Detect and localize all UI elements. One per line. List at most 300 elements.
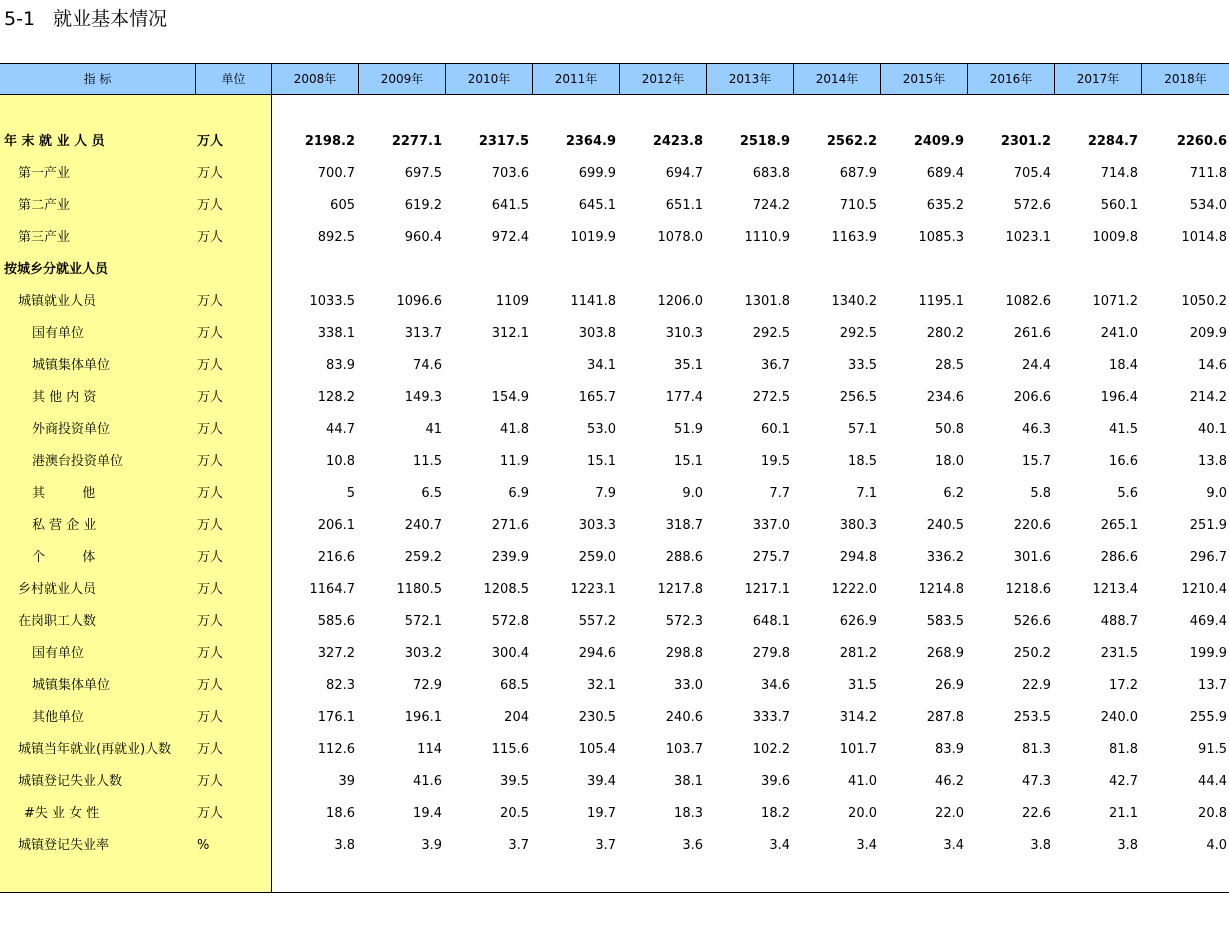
table-row: [0, 830, 1229, 862]
table-cell: 102.2: [752, 742, 790, 757]
table-row: [0, 702, 1229, 734]
table-cell: [1058, 254, 1138, 286]
table-cell: [536, 254, 616, 286]
row-label: 城镇当年就业(再就业)人数: [18, 742, 172, 757]
row-unit: 万人: [197, 422, 224, 437]
table-cell: 313.7: [404, 326, 442, 341]
table-cell: 294.8: [839, 550, 877, 565]
header-year: 2012年: [619, 64, 706, 94]
table-cell: 72.9: [413, 678, 442, 693]
row-unit: 万人: [197, 390, 224, 405]
table-cell: 275.7: [752, 550, 790, 565]
row-unit: 万人: [197, 614, 224, 629]
table-cell: 281.2: [839, 646, 877, 661]
table-cell: 714.8: [1100, 166, 1138, 181]
table-header: [0, 63, 1229, 95]
table-cell: 38.1: [674, 774, 703, 789]
table-cell: 1217.1: [744, 582, 790, 597]
row-unit: 万人: [197, 710, 224, 725]
table-cell: 15.7: [1022, 454, 1051, 469]
table-cell: 13.7: [1198, 678, 1227, 693]
table-cell: 1210.4: [1181, 582, 1227, 597]
table-cell: 33.0: [674, 678, 703, 693]
table-cell: 128.2: [317, 390, 355, 405]
table-cell: 3.8: [1117, 838, 1138, 853]
table-cell: 711.8: [1189, 166, 1227, 181]
table-cell: 20.5: [500, 806, 529, 821]
table-cell: 214.2: [1189, 390, 1227, 405]
table-cell: 18.3: [674, 806, 703, 821]
table-cell: 4.0: [1206, 838, 1227, 853]
header-year: 2009年: [358, 64, 445, 94]
table-cell: 1110.9: [744, 230, 790, 245]
table-cell: 259.0: [578, 550, 616, 565]
table-cell: 380.3: [839, 518, 877, 533]
table-cell: 488.7: [1100, 614, 1138, 629]
table-cell: 204: [504, 710, 529, 725]
table-cell: 209.9: [1189, 326, 1227, 341]
row-label: 第一产业: [18, 166, 71, 181]
table-cell: 41.0: [848, 774, 877, 789]
table-cell: 318.7: [665, 518, 703, 533]
table-cell: 241.0: [1100, 326, 1138, 341]
table-cell: 724.2: [752, 198, 790, 213]
table-cell: 240.0: [1100, 710, 1138, 725]
row-unit: 万人: [197, 326, 224, 341]
table-cell: 22.6: [1022, 806, 1051, 821]
row-label: 港澳台投资单位: [32, 454, 124, 469]
table-row: [0, 734, 1229, 766]
table-cell: 336.2: [926, 550, 964, 565]
table-cell: 105.4: [578, 742, 616, 757]
row-label: 私 营 企 业: [32, 518, 97, 533]
table-cell: 1195.1: [918, 294, 964, 309]
row-label: 城镇集体单位: [32, 358, 111, 373]
table-cell: 115.6: [491, 742, 529, 757]
table-cell: 35.1: [674, 358, 703, 373]
table-cell: 3.8: [334, 838, 355, 853]
table-cell: 301.6: [1013, 550, 1051, 565]
table-cell: 6.9: [508, 486, 529, 501]
row-label: 城镇就业人员: [18, 294, 97, 309]
table-cell: 60.1: [761, 422, 790, 437]
table-cell: 165.7: [578, 390, 616, 405]
table-cell: 199.9: [1189, 646, 1227, 661]
row-unit: 万人: [197, 198, 224, 213]
table-cell: 17.2: [1109, 678, 1138, 693]
row-label: #失 业 女 性: [24, 806, 100, 821]
table-cell: 700.7: [317, 166, 355, 181]
table-cell: 259.2: [404, 550, 442, 565]
table-cell: 2301.2: [1000, 134, 1051, 149]
table-cell: 272.5: [752, 390, 790, 405]
table-cell: 1180.5: [396, 582, 442, 597]
table-cell: 41: [425, 422, 442, 437]
table-cell: 310.3: [665, 326, 703, 341]
table-cell: 20.8: [1198, 806, 1227, 821]
table-row: [0, 542, 1229, 574]
table-cell: 572.6: [1013, 198, 1051, 213]
table-cell: 51.9: [674, 422, 703, 437]
table-cell: 1222.0: [831, 582, 877, 597]
table-row: [0, 222, 1229, 254]
table-row: [0, 350, 1229, 382]
table-cell: 583.5: [926, 614, 964, 629]
table-cell: 2423.8: [652, 134, 703, 149]
table-cell: [710, 254, 790, 286]
table-cell: 303.3: [578, 518, 616, 533]
table-cell: 46.3: [1022, 422, 1051, 437]
table-row: [0, 510, 1229, 542]
row-label: 其他单位: [32, 710, 85, 725]
table-cell: 231.5: [1100, 646, 1138, 661]
table-cell: 687.9: [839, 166, 877, 181]
row-unit: 万人: [197, 454, 224, 469]
row-unit: 万人: [197, 230, 224, 245]
table-cell: 2284.7: [1087, 134, 1138, 149]
table-cell: 234.6: [926, 390, 964, 405]
table-row: [0, 158, 1229, 190]
header-year: 2016年: [967, 64, 1054, 94]
table-cell: 303.2: [404, 646, 442, 661]
table-cell: 240.7: [404, 518, 442, 533]
table-cell: 22.9: [1022, 678, 1051, 693]
table-cell: 83.9: [935, 742, 964, 757]
table-cell: 268.9: [926, 646, 964, 661]
table-cell: 1071.2: [1092, 294, 1138, 309]
table-cell: 892.5: [317, 230, 355, 245]
header-year: 2018年: [1141, 64, 1229, 94]
table-cell: 3.6: [682, 838, 703, 853]
table-cell: 177.4: [665, 390, 703, 405]
table-cell: 216.6: [317, 550, 355, 565]
row-label: 其 他 内 资: [32, 390, 97, 405]
table-cell: 699.9: [578, 166, 616, 181]
table-cell: 239.9: [491, 550, 529, 565]
table-cell: 280.2: [926, 326, 964, 341]
table-cell: 13.8: [1198, 454, 1227, 469]
row-label: 国有单位: [32, 326, 85, 341]
table-cell: 2260.6: [1176, 134, 1227, 149]
table-cell: 101.7: [839, 742, 877, 757]
table-cell: 557.2: [578, 614, 616, 629]
table-cell: [623, 254, 703, 286]
table-cell: 42.7: [1109, 774, 1138, 789]
table-cell: 154.9: [491, 390, 529, 405]
table-cell: 14.6: [1198, 358, 1227, 373]
table-cell: 292.5: [839, 326, 877, 341]
table-cell: 1223.1: [570, 582, 616, 597]
row-label: 外商投资单位: [32, 422, 111, 437]
table-cell: 15.1: [587, 454, 616, 469]
table-cell: [449, 350, 529, 382]
table-cell: 46.2: [935, 774, 964, 789]
table-cell: [449, 254, 529, 286]
table-row: [0, 286, 1229, 318]
row-label: 乡村就业人员: [18, 582, 97, 597]
table-cell: 300.4: [491, 646, 529, 661]
row-label: 按城乡分就业人员: [4, 262, 109, 277]
table-cell: 256.5: [839, 390, 877, 405]
table-cell: 626.9: [839, 614, 877, 629]
table-cell: 1217.8: [657, 582, 703, 597]
row-unit: 万人: [197, 774, 224, 789]
table-cell: 2562.2: [826, 134, 877, 149]
table-cell: 240.5: [926, 518, 964, 533]
row-label: 城镇集体单位: [32, 678, 111, 693]
table-cell: 1164.7: [309, 582, 355, 597]
table-cell: 296.7: [1189, 550, 1227, 565]
table-cell: 292.5: [752, 326, 790, 341]
row-unit: 万人: [197, 486, 224, 501]
table-cell: 1301.8: [744, 294, 790, 309]
table-cell: 1163.9: [831, 230, 877, 245]
table-cell: 2317.5: [478, 134, 529, 149]
row-unit: 万人: [197, 134, 224, 149]
table-cell: 7.9: [595, 486, 616, 501]
table-cell: [797, 254, 877, 286]
table-cell: 11.9: [500, 454, 529, 469]
table-cell: 6.5: [421, 486, 442, 501]
table-cell: 585.6: [317, 614, 355, 629]
table-cell: 28.5: [935, 358, 964, 373]
table-cell: 149.3: [404, 390, 442, 405]
table-cell: 26.9: [935, 678, 964, 693]
table-cell: 10.8: [326, 454, 355, 469]
table-cell: 112.6: [317, 742, 355, 757]
table-cell: 710.5: [839, 198, 877, 213]
row-unit: %: [197, 838, 210, 853]
table-row: [0, 126, 1229, 158]
table-cell: 19.7: [587, 806, 616, 821]
table-cell: 5.8: [1030, 486, 1051, 501]
row-unit: 万人: [197, 806, 224, 821]
table-cell: 19.4: [413, 806, 442, 821]
table-cell: 39.6: [761, 774, 790, 789]
table-cell: 255.9: [1189, 710, 1227, 725]
table-row: [0, 254, 1229, 286]
table-cell: 1082.6: [1005, 294, 1051, 309]
table-cell: 18.6: [326, 806, 355, 821]
header-indicator: 指 标: [83, 72, 112, 86]
table-row: [0, 638, 1229, 670]
table-cell: 82.3: [326, 678, 355, 693]
table-cell: 1096.6: [396, 294, 442, 309]
table-cell: 2198.2: [304, 134, 355, 149]
table-cell: 298.8: [665, 646, 703, 661]
table-cell: 41.6: [413, 774, 442, 789]
table-cell: 18.0: [935, 454, 964, 469]
table-cell: 16.6: [1109, 454, 1138, 469]
row-unit: 万人: [197, 550, 224, 565]
table-cell: 1218.6: [1005, 582, 1051, 597]
table-cell: 3.4: [769, 838, 790, 853]
page-title: 5-1 就业基本情况: [4, 8, 168, 30]
table-cell: 3.7: [508, 838, 529, 853]
header-year: 2014年: [793, 64, 880, 94]
table-cell: 220.6: [1013, 518, 1051, 533]
table-cell: 81.3: [1022, 742, 1051, 757]
table-cell: 960.4: [404, 230, 442, 245]
table-row: [0, 190, 1229, 222]
table-cell: 2518.9: [739, 134, 790, 149]
table-cell: 314.2: [839, 710, 877, 725]
table-cell: 1213.4: [1092, 582, 1138, 597]
table-cell: 265.1: [1100, 518, 1138, 533]
table-cell: 36.7: [761, 358, 790, 373]
row-unit: 万人: [197, 582, 224, 597]
table-cell: 619.2: [404, 198, 442, 213]
table-cell: 15.1: [674, 454, 703, 469]
table-cell: 1050.2: [1181, 294, 1227, 309]
table-row: [0, 382, 1229, 414]
table-cell: 19.5: [761, 454, 790, 469]
table-cell: 683.8: [752, 166, 790, 181]
row-label: 个 体: [32, 550, 96, 565]
table-cell: 287.8: [926, 710, 964, 725]
table-cell: 68.5: [500, 678, 529, 693]
table-cell: 196.1: [404, 710, 442, 725]
table-cell: 705.4: [1013, 166, 1051, 181]
table-cell: 39.4: [587, 774, 616, 789]
table-cell: 50.8: [935, 422, 964, 437]
table-cell: 9.0: [682, 486, 703, 501]
table-row: [0, 318, 1229, 350]
table-cell: 288.6: [665, 550, 703, 565]
table-cell: 39.5: [500, 774, 529, 789]
table-cell: 648.1: [752, 614, 790, 629]
table-cell: 972.4: [491, 230, 529, 245]
table-cell: 2409.9: [913, 134, 964, 149]
table-cell: 39: [338, 774, 355, 789]
table-cell: 3.9: [421, 838, 442, 853]
table-row: [0, 766, 1229, 798]
row-label: 国有单位: [32, 646, 85, 661]
header-year: 2010年: [445, 64, 532, 94]
table-row: [0, 798, 1229, 830]
table-cell: 83.9: [326, 358, 355, 373]
table-bottom-border: [0, 892, 1229, 893]
table-cell: 1214.8: [918, 582, 964, 597]
table-cell: 22.0: [935, 806, 964, 821]
table-cell: 3.4: [943, 838, 964, 853]
table-cell: 91.5: [1198, 742, 1227, 757]
table-row: [0, 670, 1229, 702]
table-cell: 40.1: [1198, 422, 1227, 437]
table-cell: 250.2: [1013, 646, 1051, 661]
row-label: 年 末 就 业 人 员: [4, 134, 105, 149]
table-cell: 2364.9: [565, 134, 616, 149]
table-row: [0, 606, 1229, 638]
row-unit: 万人: [197, 166, 224, 181]
table-cell: 44.4: [1198, 774, 1227, 789]
table-cell: 18.4: [1109, 358, 1138, 373]
table-cell: 53.0: [587, 422, 616, 437]
table-cell: 5: [346, 486, 355, 501]
table-cell: 694.7: [665, 166, 703, 181]
table-cell: 18.2: [761, 806, 790, 821]
table-cell: 6.2: [943, 486, 964, 501]
table-cell: 1208.5: [483, 582, 529, 597]
table-cell: 5.6: [1117, 486, 1138, 501]
table-cell: 81.8: [1109, 742, 1138, 757]
table-cell: 196.4: [1100, 390, 1138, 405]
row-label: 其 他: [32, 486, 96, 501]
table-cell: 1014.8: [1181, 230, 1227, 245]
table-cell: 11.5: [413, 454, 442, 469]
table-cell: 34.1: [587, 358, 616, 373]
table-cell: 18.5: [848, 454, 877, 469]
table-cell: 20.0: [848, 806, 877, 821]
table-cell: 114: [417, 742, 442, 757]
row-unit: 万人: [197, 358, 224, 373]
table-cell: 1340.2: [831, 294, 877, 309]
row-label: 城镇登记失业率: [18, 838, 110, 853]
table-cell: 645.1: [578, 198, 616, 213]
table-cell: 279.8: [752, 646, 790, 661]
table-cell: 1009.8: [1092, 230, 1138, 245]
table-cell: 240.6: [665, 710, 703, 725]
table-cell: 206.6: [1013, 390, 1051, 405]
table-cell: 327.2: [317, 646, 355, 661]
table-cell: 74.6: [413, 358, 442, 373]
table-cell: 286.6: [1100, 550, 1138, 565]
table-cell: 1141.8: [570, 294, 616, 309]
table-cell: [971, 254, 1051, 286]
table-row: [0, 414, 1229, 446]
table-cell: 230.5: [578, 710, 616, 725]
table-cell: 703.6: [491, 166, 529, 181]
header-year: 2013年: [706, 64, 793, 94]
table-cell: 697.5: [404, 166, 442, 181]
table-cell: 44.7: [326, 422, 355, 437]
table-cell: 1019.9: [570, 230, 616, 245]
row-label: 在岗职工人数: [18, 614, 97, 629]
table-cell: 7.7: [769, 486, 790, 501]
table-cell: 605: [330, 198, 355, 213]
row-label: 第三产业: [18, 230, 71, 245]
row-unit: 万人: [197, 646, 224, 661]
table-cell: 24.4: [1022, 358, 1051, 373]
table-row: [0, 446, 1229, 478]
table-cell: 9.0: [1206, 486, 1227, 501]
table-cell: 1033.5: [309, 294, 355, 309]
row-label: 第二产业: [18, 198, 71, 213]
row-unit: 万人: [197, 678, 224, 693]
header-year: 2011年: [532, 64, 619, 94]
table-cell: 651.1: [665, 198, 703, 213]
table-cell: 3.4: [856, 838, 877, 853]
table-cell: 303.8: [578, 326, 616, 341]
table-cell: 21.1: [1109, 806, 1138, 821]
table-cell: 337.0: [752, 518, 790, 533]
table-cell: [884, 254, 964, 286]
table-cell: 41.5: [1109, 422, 1138, 437]
table-cell: 469.4: [1189, 614, 1227, 629]
table-cell: 2277.1: [391, 134, 442, 149]
table-cell: 560.1: [1100, 198, 1138, 213]
table-row: [0, 478, 1229, 510]
table-cell: 206.1: [317, 518, 355, 533]
table-cell: 635.2: [926, 198, 964, 213]
table-cell: 7.1: [856, 486, 877, 501]
table-cell: 333.7: [752, 710, 790, 725]
table-row: [0, 574, 1229, 606]
table-cell: 33.5: [848, 358, 877, 373]
table-cell: 251.9: [1189, 518, 1227, 533]
table-cell: 34.6: [761, 678, 790, 693]
table-cell: 1109: [495, 294, 529, 309]
